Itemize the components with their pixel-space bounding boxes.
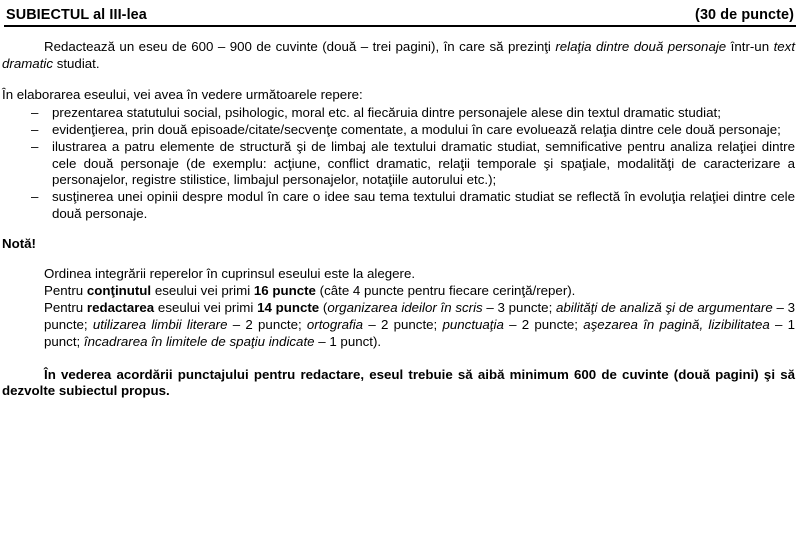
- nota3-italic-3: utilizarea limbii literare: [92, 316, 228, 332]
- nota2-bold-2: 16 puncte: [253, 283, 316, 299]
- nota3-bold-2: 14 puncte: [257, 299, 320, 315]
- intro-italic-2: text dramatic: [2, 39, 796, 72]
- document-content: [0, 39, 800, 400]
- intro-text-1: Redactează un eseu de 600 – 900 de cuvinte (două – trei pagini), în care să prezinţi: [44, 39, 556, 55]
- intro-text-2: într-un: [726, 39, 774, 55]
- page-header: [4, 4, 796, 27]
- bullet-dash-icon: –: [31, 138, 39, 154]
- nota3-text-10: – 1 punct).: [314, 333, 382, 349]
- intro-italic-1: relaţia dintre două personaje: [555, 39, 727, 55]
- list-item-text: ilustrarea a patru elemente de structură şi de limbaj ale textului dramatic studiat, semnificative pentru analiza relaţiei dintre cele două personaje (de exemplu: acţiune, conflict dramatic, relaţii temporale şi spaţiale, modalităţi de caracterizare a personajelor, registre stilistice, limbajul personajelor, notaţiile autorului etc.);: [52, 138, 795, 188]
- nota-block: [2, 266, 795, 350]
- nota3-italic-5: punctuaţia: [442, 316, 504, 332]
- nota3-italic-2: abilităţi de analiză şi de argumentare: [556, 299, 773, 315]
- lead-paragraph: În elaborarea eseului, vei avea în vedere următoarele repere:: [2, 87, 363, 103]
- nota3-text-7: – 2 puncte;: [363, 316, 443, 332]
- list-item: [2, 105, 795, 122]
- nota3-italic-6: aşezarea în pagină, lizibilitatea: [583, 316, 770, 332]
- nota-line-2: [44, 283, 795, 300]
- nota-line-3: [44, 300, 795, 351]
- nota3-text-6: – 2 puncte;: [227, 316, 307, 332]
- nota3-text-3: (: [319, 299, 328, 315]
- nota3-text-9: – 1 punct;: [44, 316, 796, 349]
- list-item-text: prezentarea statutului social, psihologic, moral etc. al fiecăruia dintre personajele alese din textul dramatic studiat;: [52, 104, 721, 120]
- document-page: [0, 4, 800, 540]
- list-item-text: evidenţierea, prin două episoade/citate/secvenţe comentate, a modului în care evoluează relaţia dintre cele două personaje;: [52, 121, 781, 137]
- nota2-text-1: Pentru: [44, 283, 87, 299]
- nota3-text-4: – 3 puncte;: [482, 299, 556, 315]
- points-label: (30 de puncte): [695, 7, 794, 23]
- repere-list: [2, 105, 795, 223]
- nota3-text-2: eseului vei primi: [154, 299, 258, 315]
- nota2-bold-1: conţinutul: [86, 283, 152, 299]
- nota3-text-5: – 3 puncte;: [44, 299, 796, 332]
- nota-heading: Notă!: [2, 236, 36, 252]
- bullet-dash-icon: –: [31, 189, 39, 205]
- page-title: SUBIECTUL al III-lea: [6, 7, 147, 23]
- nota3-italic-4: ortografia: [306, 316, 364, 332]
- bullet-dash-icon: –: [31, 104, 39, 120]
- list-item-text: susţinerea unei opinii despre modul în care o idee sau tema textului dramatic studiat se reflectă în evoluţia relaţiei dintre cele două personaje.: [52, 189, 795, 222]
- bullet-dash-icon: –: [31, 121, 39, 137]
- intro-paragraph: [2, 39, 795, 73]
- nota2-text-2: eseului vei primi: [151, 283, 254, 299]
- list-item: [2, 122, 795, 139]
- list-item: [2, 139, 795, 190]
- nota3-text-8: – 2 puncte;: [503, 316, 584, 332]
- nota3-bold-1: redactarea: [86, 299, 155, 315]
- nota-line-1: Ordinea integrării reperelor în cuprinsul eseului este la alegere.: [44, 266, 416, 282]
- list-item: [2, 189, 795, 223]
- closing-paragraph: În vederea acordării punctajului pentru redactare, eseul trebuie să aibă minimum 600 de cuvinte (două pagini) şi să dezvolte subiectul propus.: [2, 366, 795, 399]
- intro-text-3: studiat.: [53, 56, 100, 72]
- nota3-text-1: Pentru: [44, 299, 87, 315]
- nota3-italic-1: organizarea ideilor în scris: [327, 299, 483, 315]
- nota3-italic-7: încadrarea în limitele de spaţiu indicate: [83, 333, 315, 349]
- nota2-text-3: (câte 4 puncte pentru fiecare cerinţă/reper).: [315, 283, 576, 299]
